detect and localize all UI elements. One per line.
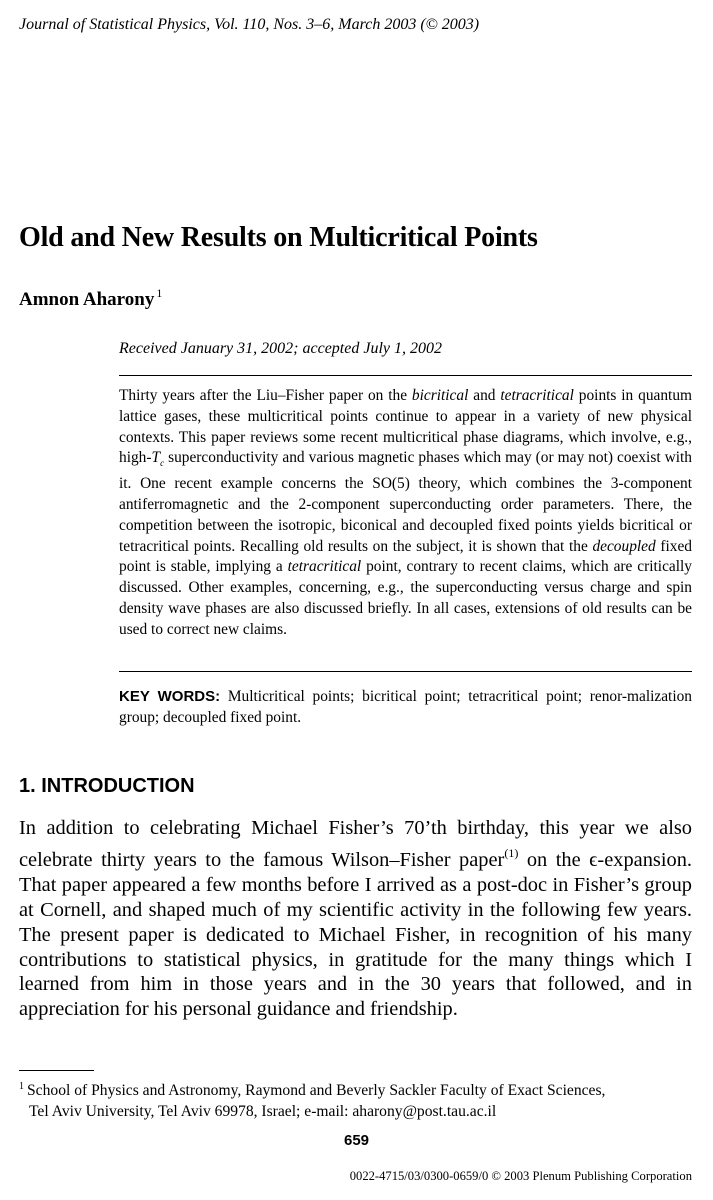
intro-paragraph: In addition to celebrating Michael Fisher’s 70’th birthday, this year we also celebrate thirty years to the famous Wilson–Fisher paper$^{(1)}$ on the ϵ-expansion. That paper appeared a few months before I arrived as a post-doc in Fisher’s group at Cornell, and shaped much of my scientific activity in the following few years. The present paper is dedicated to Michael Fisher, in recognition of his many contributions to statistical physics, in gratitude for the many things which I learned from him in those years and in the 30 years that followed, and in appreciation for his personal guidance and friendship. — [19, 817, 692, 1021]
paper-title: Old and New Results on Multicritical Points — [19, 222, 538, 253]
footnote-mark: 1 — [19, 1081, 24, 1092]
footnote-line-1: School of Physics and Astronomy, Raymond and Beverly Sackler Faculty of Exact Sciences, — [27, 1082, 606, 1099]
author-footnote-mark: 1 — [156, 286, 163, 300]
author-line — [19, 286, 162, 311]
journal-header: Journal of Statistical Physics, Vol. 110, Nos. 3–6, March 2003 (© 2003) — [19, 16, 480, 33]
keywords — [119, 686, 692, 728]
author-name: Amnon Aharony — [19, 289, 155, 310]
citation-ref: (1) — [504, 845, 519, 860]
footnote-line-2: Tel Aviv University, Tel Aviv 69978, Israel; e-mail: aharony@post.tau.ac.il — [29, 1102, 497, 1120]
abstract-top-rule — [119, 375, 692, 376]
footnote — [19, 1077, 692, 1122]
copyright-line: 0022-4715/03/0300-0659/0 © 2003 Plenum Publishing Corporation — [349, 1169, 692, 1183]
received-dates: Received January 31, 2002; accepted July 1, 2002 — [119, 340, 442, 357]
keywords-text: Multicritical points; bicritical point; tetracritical point; renor-malization group; decoupled fixed point. — [119, 688, 692, 726]
section-heading: 1. INTRODUCTION — [19, 775, 195, 797]
abstract: Thirty years after the Liu–Fisher paper on the bicritical and tetracritical points in quantum lattice gases, these multicritical points continue to appear in a variety of new physical contexts. This paper reviews some recent multicritical phase diagrams, which involve, e.g., high-$T_c$ superconductivity and various magnetic phases which may (or may not) coexist with it. One recent example concerns the SO(5) theory, which combines the 3-component antiferromagnetic and the 2-component superconducting order parameters. There, the competition between the isotropic, biconical and decoupled fixed points yields bicritical or tetracritical points. Recalling old results on the subject, it is shown that the decoupled fixed point is stable, implying a tetracritical point, contrary to recent claims, which are critically discussed. Other examples, concerning, e.g., the superconducting versus charge and spin density wave phases are also discussed briefly. In all cases, extensions of old results can be used to correct new claims. — [119, 387, 692, 638]
page-number: 659 — [343, 1132, 370, 1149]
abstract-bottom-rule — [119, 671, 692, 672]
footnote-rule — [19, 1070, 94, 1071]
keywords-label: KEY WORDS: — [119, 688, 221, 705]
